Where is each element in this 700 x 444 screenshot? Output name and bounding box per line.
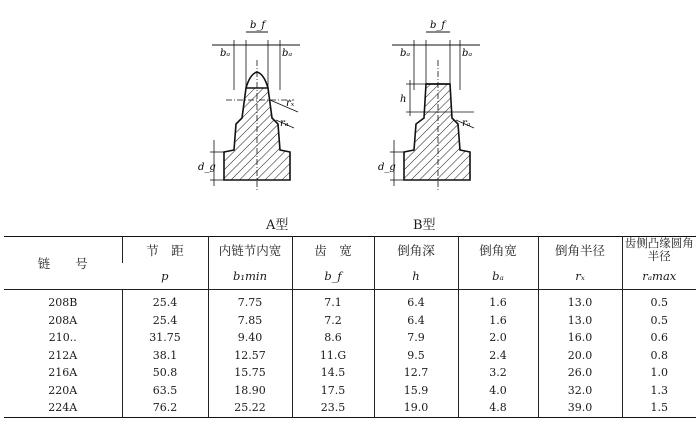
figure-a-label: A型 bbox=[266, 218, 289, 233]
table-row bbox=[4, 290, 696, 312]
table-cell: 18.90 bbox=[208, 382, 292, 400]
label-h: h bbox=[400, 94, 407, 105]
table-cell: 0.5 bbox=[622, 290, 696, 312]
header-sym-chamfer-width: bₐ bbox=[458, 263, 538, 290]
table-row bbox=[4, 364, 696, 382]
table-cell: 31.75 bbox=[122, 329, 208, 347]
table-row bbox=[4, 329, 696, 347]
table-cell: 6.4 bbox=[374, 312, 458, 330]
table-cell: 32.0 bbox=[538, 382, 622, 400]
label-ra: rₐ bbox=[462, 118, 471, 129]
cell-chain-no: 210.. bbox=[48, 331, 77, 345]
label-dg: d_g bbox=[378, 162, 396, 173]
label-ra: rₐ bbox=[280, 118, 289, 129]
cell-chain-no: 208A bbox=[48, 313, 78, 327]
table-cell: 1.3 bbox=[622, 382, 696, 400]
table-cell: 25.4 bbox=[122, 312, 208, 330]
header-pitch: 节 距 bbox=[122, 237, 208, 264]
table-body bbox=[4, 290, 696, 418]
header-sym-pitch: p bbox=[122, 263, 208, 290]
header-inner-width: 内链节内宽 bbox=[208, 237, 292, 264]
header-tooth-width: 齿 宽 bbox=[292, 237, 374, 264]
table-cell: 2.0 bbox=[458, 329, 538, 347]
header-sym-tooth-width: b_f bbox=[292, 263, 374, 290]
table-cell: 76.2 bbox=[122, 399, 208, 417]
table-cell: 39.0 bbox=[538, 399, 622, 417]
table-cell: 20.0 bbox=[538, 347, 622, 365]
table-cell: 0.5 bbox=[622, 312, 696, 330]
table-cell: 15.9 bbox=[374, 382, 458, 400]
table-cell: 0.8 bbox=[622, 347, 696, 365]
figure-b-tooth-profile bbox=[370, 0, 500, 200]
table-cell: 7.2 bbox=[292, 312, 374, 330]
table-cell: 7.1 bbox=[292, 290, 374, 312]
table-cell: 7.85 bbox=[208, 312, 292, 330]
table-cell: 15.75 bbox=[208, 364, 292, 382]
hatched-section bbox=[404, 84, 470, 180]
table-cell: 19.0 bbox=[374, 399, 458, 417]
cell-chain-no: 224A bbox=[48, 401, 78, 415]
sprocket-dimension-table bbox=[4, 236, 696, 418]
label-ba-left: bₐ bbox=[400, 48, 411, 59]
cell-chain-no: 208B bbox=[48, 296, 78, 310]
header-chamfer-width: 倒角宽 bbox=[458, 237, 538, 264]
table-row bbox=[4, 312, 696, 330]
header-sym-inner-width: b₁min bbox=[208, 263, 292, 290]
table-cell: 25.4 bbox=[122, 290, 208, 312]
header-chamfer-depth: 倒角深 bbox=[374, 237, 458, 264]
table-cell: 11.G bbox=[292, 347, 374, 365]
figure-b-label: B型 bbox=[413, 218, 436, 233]
table-cell: 4.0 bbox=[458, 382, 538, 400]
table-cell: 1.5 bbox=[622, 399, 696, 417]
table-cell: 26.0 bbox=[538, 364, 622, 382]
table-cell: 16.0 bbox=[538, 329, 622, 347]
table-cell: 9.5 bbox=[374, 347, 458, 365]
cell-chain-no: 220A bbox=[48, 383, 78, 397]
label-dg: d_g bbox=[198, 162, 216, 173]
table-cell: 9.40 bbox=[208, 329, 292, 347]
table-cell: 14.5 bbox=[292, 364, 374, 382]
header-flange-radius: 齿侧凸缘圆角半径 bbox=[622, 237, 696, 264]
table-cell: 12.57 bbox=[208, 347, 292, 365]
table-cell: 8.6 bbox=[292, 329, 374, 347]
table-cell: 4.8 bbox=[458, 399, 538, 417]
figure-a-tooth-profile bbox=[190, 0, 320, 200]
table-cell: 2.4 bbox=[458, 347, 538, 365]
cell-chain-no: 216A bbox=[48, 366, 78, 380]
table-cell: 13.0 bbox=[538, 312, 622, 330]
table-cell: 1.6 bbox=[458, 312, 538, 330]
table-cell: 7.75 bbox=[208, 290, 292, 312]
header-chamfer-radius: 倒角半径 bbox=[538, 237, 622, 264]
label-bf: b_f bbox=[430, 20, 446, 31]
label-rx: rₓ bbox=[286, 98, 295, 109]
label-ba-right: bₐ bbox=[282, 48, 293, 59]
header-row-names bbox=[4, 237, 696, 264]
header-sym-flange-radius: rₐmax bbox=[622, 263, 696, 290]
table-cell: 1.0 bbox=[622, 364, 696, 382]
table-cell: 1.6 bbox=[458, 290, 538, 312]
cell-chain-no: 212A bbox=[48, 348, 78, 362]
table-cell: 6.4 bbox=[374, 290, 458, 312]
table-cell: 63.5 bbox=[122, 382, 208, 400]
table-cell: 25.22 bbox=[208, 399, 292, 417]
label-ba-left: bₐ bbox=[220, 48, 231, 59]
table-cell: 13.0 bbox=[538, 290, 622, 312]
table-row bbox=[4, 347, 696, 365]
table-cell: 3.2 bbox=[458, 364, 538, 382]
table-cell: 12.7 bbox=[374, 364, 458, 382]
table-cell: 0.6 bbox=[622, 329, 696, 347]
header-sym-chamfer-depth: h bbox=[374, 263, 458, 290]
label-ba-right: bₐ bbox=[462, 48, 473, 59]
table-cell: 23.5 bbox=[292, 399, 374, 417]
label-bf: b_f bbox=[250, 20, 266, 31]
table-cell: 7.9 bbox=[374, 329, 458, 347]
header-chain-no: 链 号 bbox=[4, 237, 122, 290]
table-cell: 38.1 bbox=[122, 347, 208, 365]
table-cell: 17.5 bbox=[292, 382, 374, 400]
table-row bbox=[4, 399, 696, 417]
header-sym-chamfer-radius: rₓ bbox=[538, 263, 622, 290]
table-row bbox=[4, 382, 696, 400]
table-cell: 50.8 bbox=[122, 364, 208, 382]
